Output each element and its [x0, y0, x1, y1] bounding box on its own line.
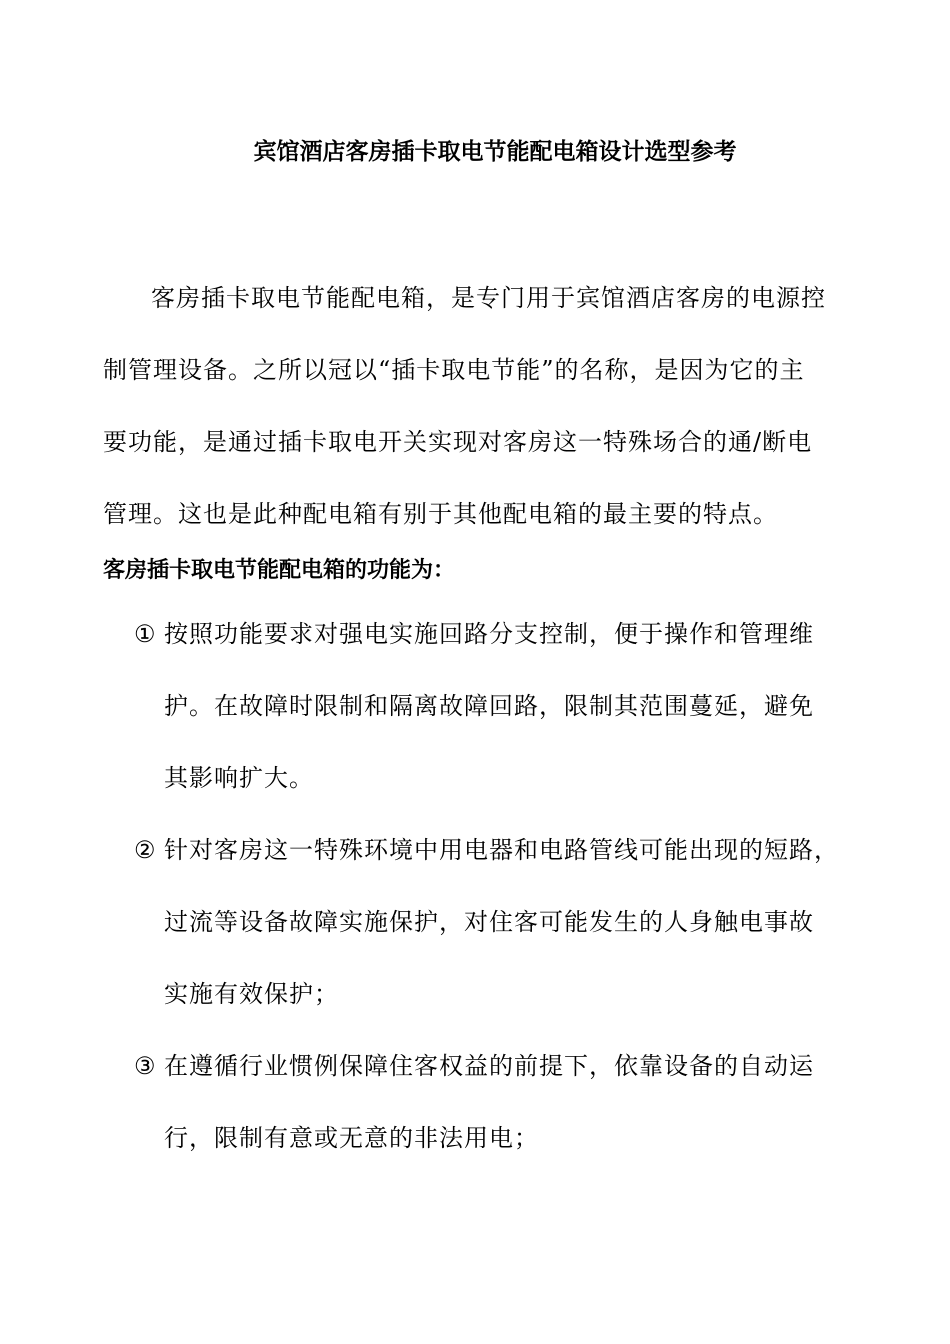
- item-line: 按照功能要求对强电实施回路分支控制，便于操作和管理维: [164, 620, 814, 648]
- item-line: 其影响扩大。: [164, 764, 314, 792]
- functions-list: [134, 614, 874, 1190]
- item-line: 在遵循行业惯例保障住客权益的前提下，依靠设备的自动运: [164, 1052, 814, 1080]
- item-text: [164, 830, 874, 1046]
- intro-paragraph: [103, 262, 851, 550]
- function-item: [134, 614, 874, 830]
- intro-line: 制管理设备。之所以冠以“插卡取电节能”的名称，是因为它的主: [103, 356, 805, 384]
- intro-line: 要功能，是通过插卡取电开关实现对客房这一特殊场合的通/断电: [103, 428, 813, 456]
- item-number: ②: [134, 836, 157, 864]
- item-text: [164, 1046, 874, 1190]
- item-text: [164, 614, 874, 830]
- item-line: 针对客房这一特殊环境中用电器和电路管线可能出现的短路，: [164, 836, 839, 864]
- item-line: 护。在故障时限制和隔离故障回路，限制其范围蔓延，避免: [164, 692, 814, 720]
- item-number: ③: [134, 1052, 157, 1080]
- document-title: 宾馆酒店客房插卡取电节能配电箱设计选型参考: [253, 139, 737, 165]
- item-line: 行，限制有意或无意的非法用电；: [164, 1124, 539, 1152]
- intro-line: 管理。这也是此种配电箱有别于其他配电箱的最主要的特点。: [103, 500, 778, 528]
- item-number: ①: [134, 620, 157, 648]
- function-item: [134, 1046, 874, 1190]
- functions-heading: 客房插卡取电节能配电箱的功能为：: [103, 558, 456, 583]
- item-line: 过流等设备故障实施保护，对住客可能发生的人身触电事故: [164, 908, 814, 936]
- function-item: [134, 830, 874, 1046]
- intro-line: 客房插卡取电节能配电箱，是专门用于宾馆酒店客房的电源控: [151, 284, 826, 312]
- item-line: 实施有效保护；: [164, 980, 339, 1008]
